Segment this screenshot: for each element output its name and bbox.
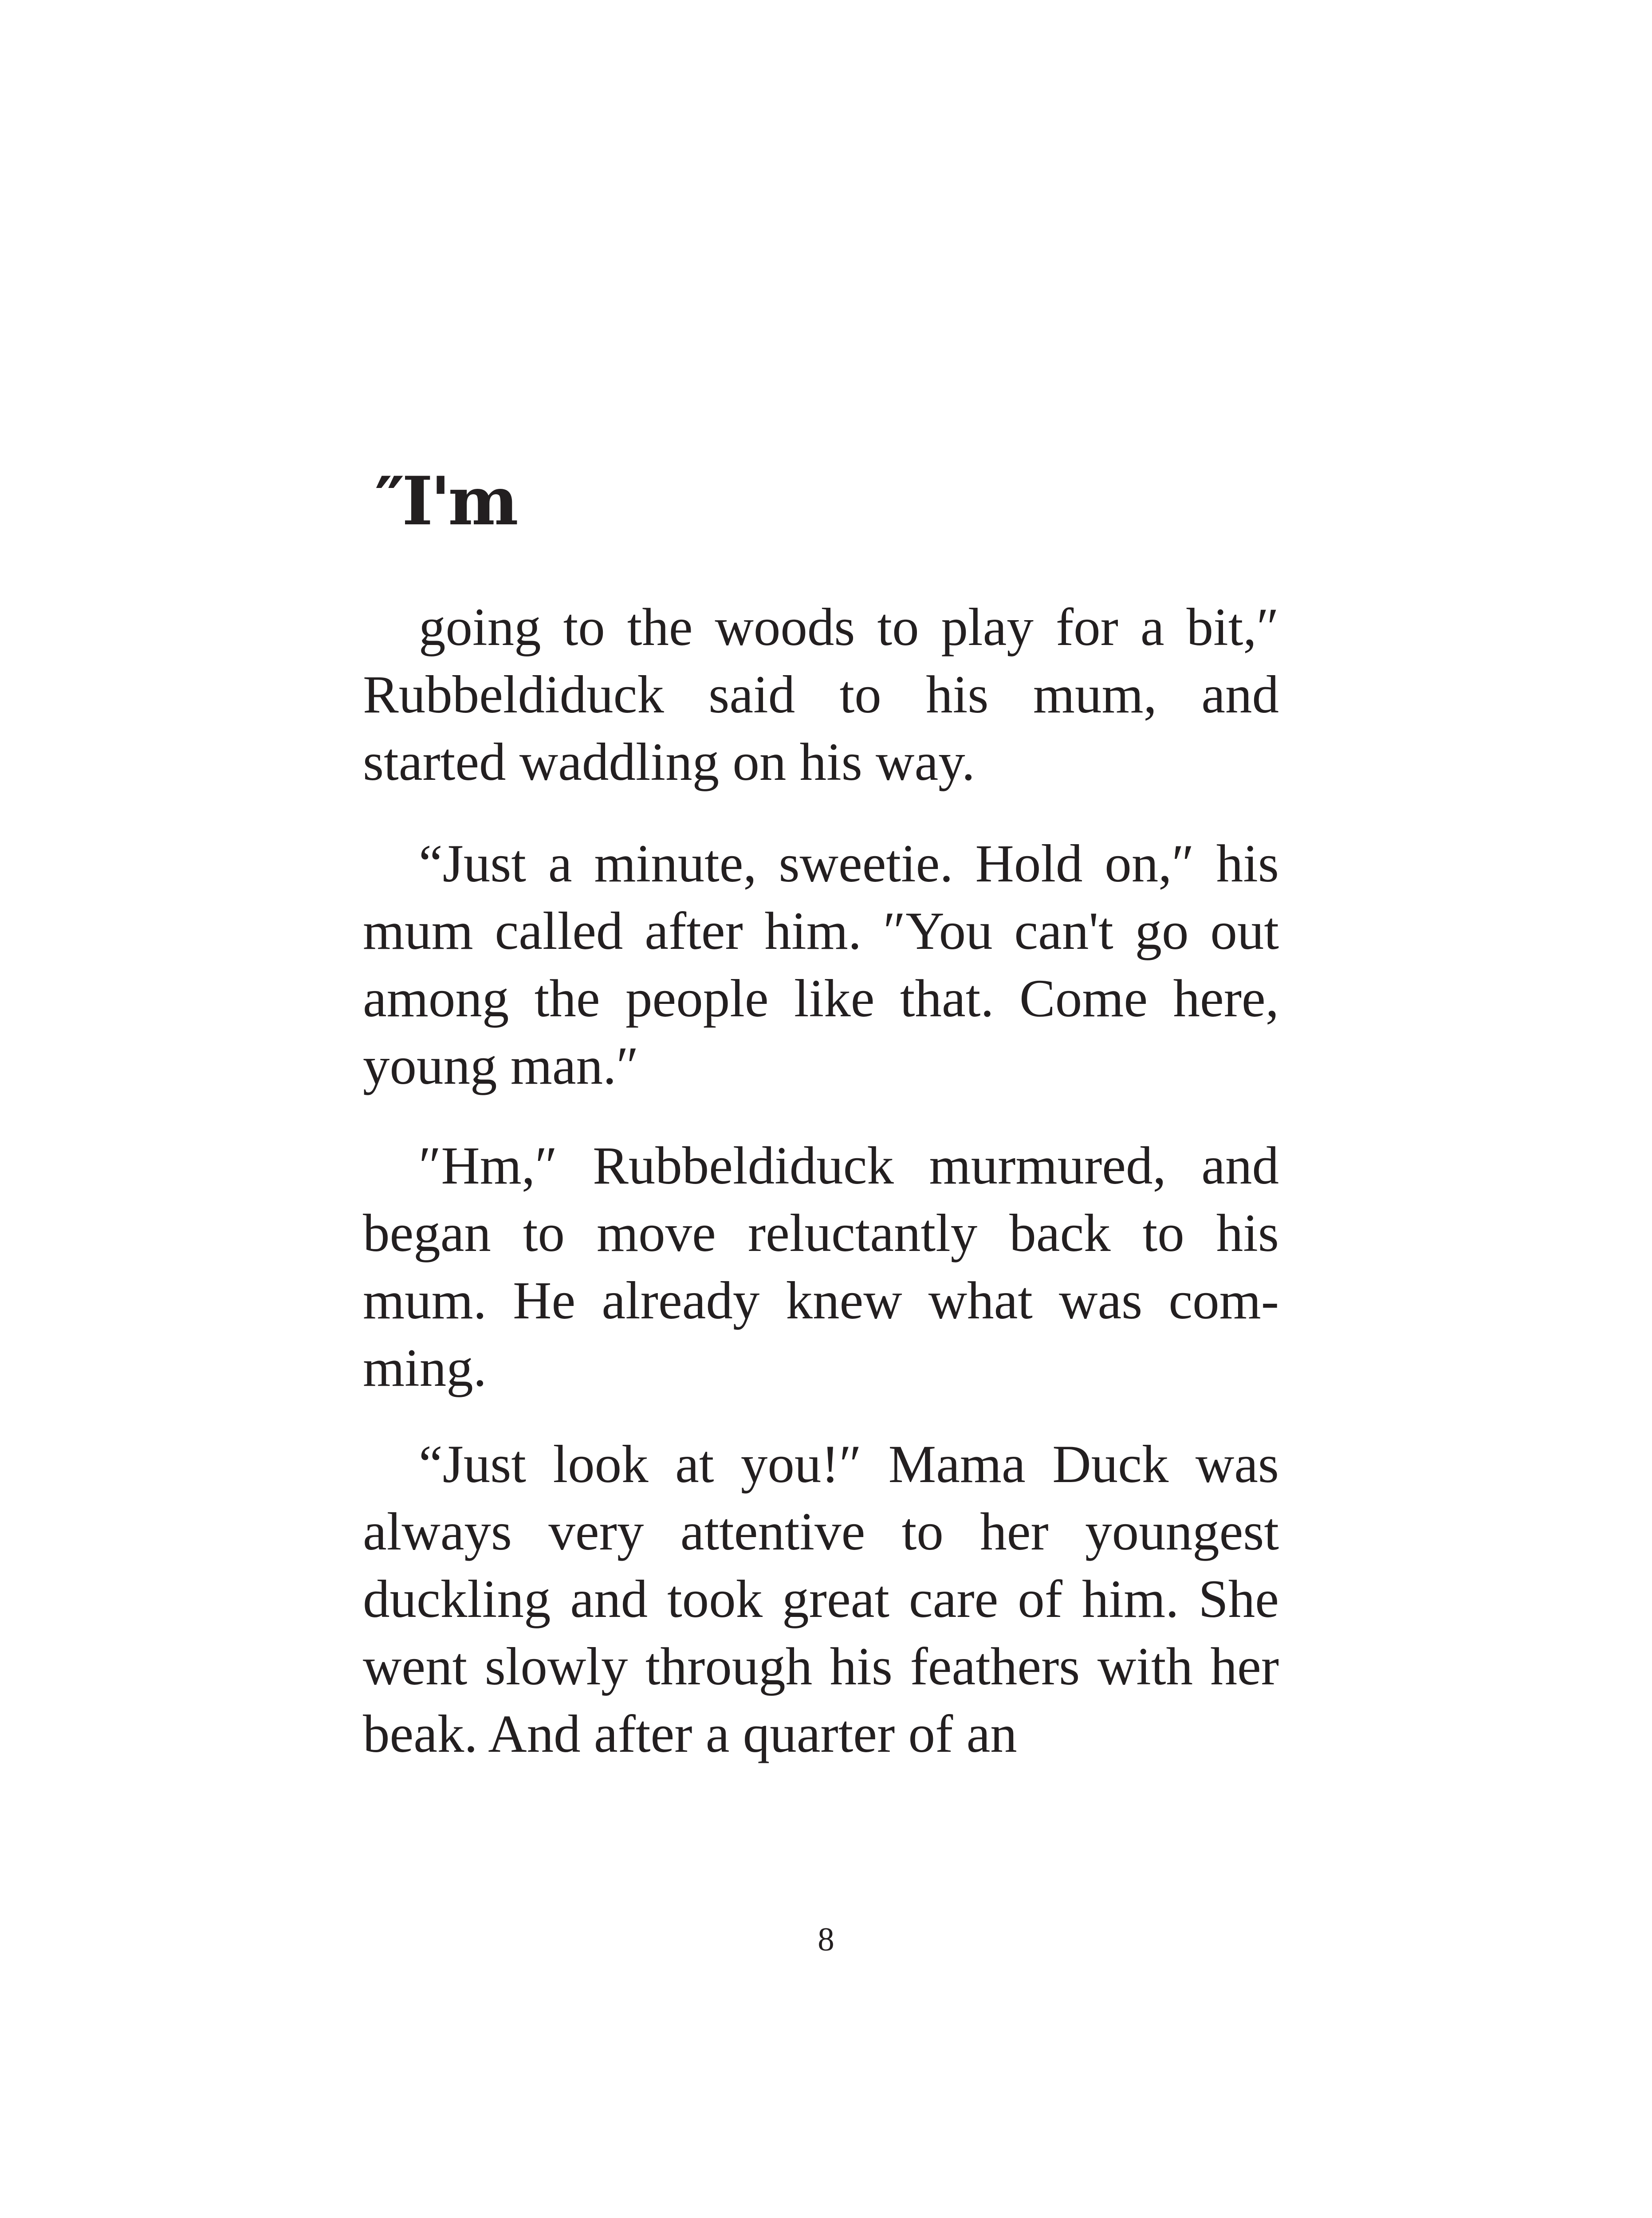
paragraph-3: ″Hm,″ Rubbeldiduck murmured, and began to move reluctantly back to his mum. He already knew what was comming.	[363, 1136, 1279, 1398]
paragraph-1: going to the woods to play for a bit,″ Rubbeldiduck said to his mum, and started waddling on his way.	[363, 598, 1279, 792]
page-number: 8	[818, 1921, 834, 1958]
paragraph-4: “Just look at you!″ Mama Duck was always very attentive to her youngest duckling and took great care of him. She went slowly through his feathers with her beak. And after a quarter of an	[363, 1435, 1279, 1764]
paragraph-2: “Just a minute, sweetie. Hold on,″ his mum called after him. ″You can't go out among the people like that. Come here, young man.″	[363, 834, 1279, 1096]
opening-word: ″I'm	[375, 462, 516, 540]
